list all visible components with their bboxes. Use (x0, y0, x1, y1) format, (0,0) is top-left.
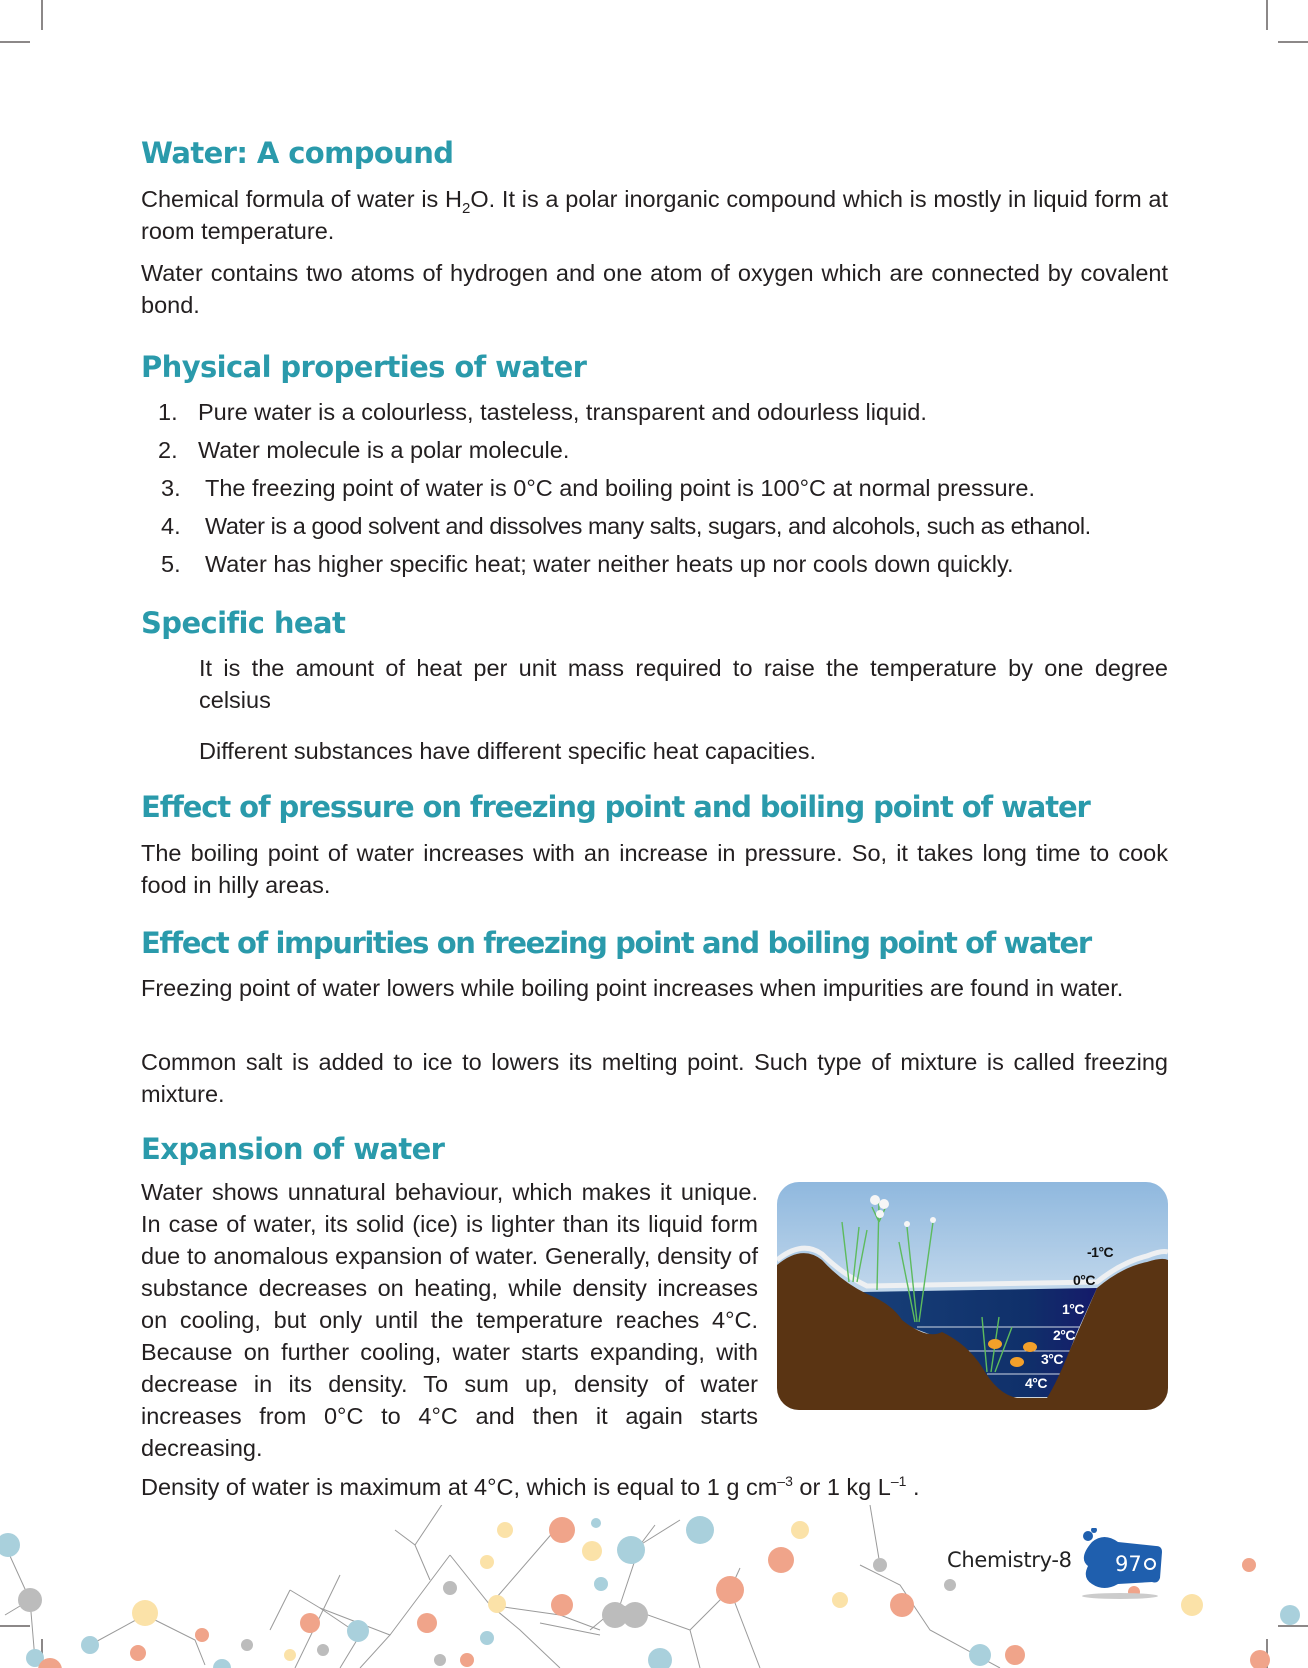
paragraph: Freezing point of water lowers while boiling point increases when impurities are found in water. (141, 975, 1124, 1001)
paragraph: It is the amount of heat per unit mass required to raise the temperature by one degree celsius (199, 655, 1168, 713)
list-text: Water molecule is a polar molecule. (198, 437, 570, 463)
temperature-label: 4°C (1025, 1375, 1047, 1391)
text-run: or 1 kg L (792, 1474, 891, 1500)
list-text: Pure water is a colourless, tasteless, transparent and odourless liquid. (198, 399, 927, 425)
lake-diagram (777, 1182, 1168, 1410)
crop-mark (1278, 41, 1308, 43)
temperature-label: -1°C (1087, 1244, 1114, 1260)
temperature-label: 2°C (1053, 1327, 1075, 1343)
paragraph: Water shows unnatural behaviour, which makes it unique. In case of water, its solid (ice) is lighter than its liquid form due to anomalous expansion of water. Generally, density of substance decreases on heating, while density increases on cooling, but only until the temperature reaches 4°C. Because on further cooling, water starts expanding, with decrease in its density. To sum up, density of water increases from 0°C to 4°C and then it again starts decreasing. (141, 1179, 758, 1461)
page-number: 97 (1115, 1552, 1142, 1576)
temperature-label: 0°C (1073, 1272, 1095, 1288)
subscript: 2 (462, 200, 471, 217)
superscript: –3 (777, 1473, 793, 1489)
list-text: The freezing point of water is 0°C and boiling point is 100°C at normal pressure. (205, 475, 1035, 501)
section-heading: Water: A compound (141, 136, 454, 170)
density-statement (141, 1471, 1168, 1503)
crop-mark (0, 41, 30, 43)
temperature-label: 1°C (1062, 1301, 1084, 1317)
text-run: O. It is a polar inorganic compound which is mostly in liquid form at room temperature. (141, 186, 1168, 244)
list-number: 2. (158, 437, 178, 463)
section-heading: Specific heat (141, 606, 346, 640)
paragraph: Water contains two atoms of hydrogen and one atom of oxygen which are connected by covalent bond. (141, 260, 1168, 318)
section-heading: Physical properties of water (141, 350, 587, 384)
paragraph: The boiling point of water increases with an increase in pressure. So, it takes long time to cook food in hilly areas. (141, 840, 1168, 898)
lake-temperature-illustration (777, 1182, 1168, 1410)
section-heading: Effect of pressure on freezing point and boiling point of water (141, 790, 1090, 824)
bubble-icon (1083, 1531, 1093, 1541)
paragraph: Different substances have different specific heat capacities. (199, 738, 817, 764)
paragraph (141, 183, 1168, 247)
text-run: . (906, 1474, 920, 1500)
crop-mark (1266, 0, 1268, 30)
temperature-label: 3°C (1041, 1351, 1063, 1367)
list-number: 1. (158, 399, 178, 425)
text-run: Density of water is maximum at 4°C, which is equal to 1 g cm (141, 1474, 778, 1500)
section-heading: Expansion of water (141, 1132, 445, 1166)
list-number: 5. (161, 551, 181, 577)
crop-mark (41, 0, 43, 30)
book-title: Chemistry-8 (947, 1548, 1072, 1572)
list-text: Water has higher specific heat; water neither heats up nor cools down quickly. (205, 551, 1014, 577)
list-number: 4. (161, 513, 181, 539)
list-text: Water is a good solvent and dissolves many salts, sugars, and alcohols, such as ethanol. (205, 513, 1091, 539)
list-number: 3. (161, 475, 181, 501)
paragraph: Common salt is added to ice to lowers its melting point. Such type of mixture is called freezing mixture. (141, 1049, 1168, 1107)
bubble-icon (1091, 1528, 1097, 1533)
superscript: –1 (890, 1473, 907, 1489)
section-heading: Effect of impurities on freezing point and boiling point of water (141, 926, 1091, 960)
text-run: Chemical formula of water is H (141, 186, 463, 212)
badge-shadow (1082, 1593, 1158, 1599)
